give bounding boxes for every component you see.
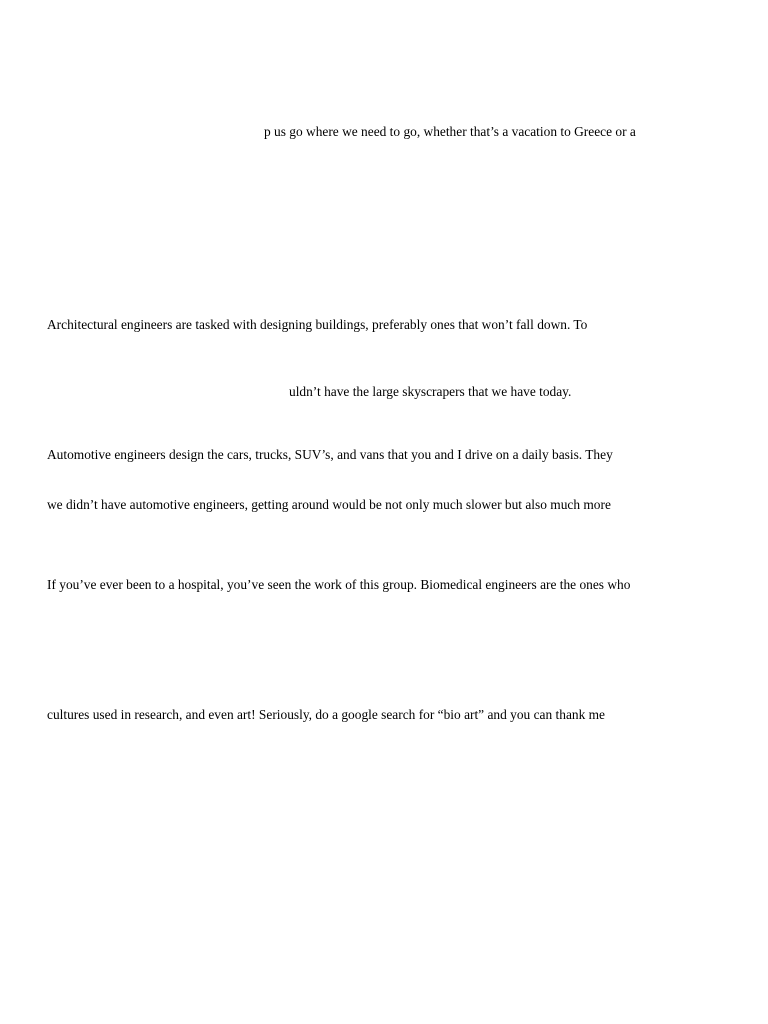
text-line-automotive-engineers: Automotive engineers design the cars, trucks, SUV’s, and vans that you and I drive on a daily basis. They	[47, 447, 613, 462]
text-line-bio-art: cultures used in research, and even art! Seriously, do a google search for “bio art” and you can thank me	[47, 707, 605, 722]
text-line-automotive-continued: we didn’t have automotive engineers, getting around would be not only much slower but also much more	[47, 497, 611, 512]
text-line-transportation-fragment: p us go where we need to go, whether that’s a vacation to Greece or a	[264, 124, 636, 139]
text-line-architectural-engineers: Architectural engineers are tasked with designing buildings, preferably ones that won’t fall down. To	[47, 317, 588, 332]
text-line-biomedical-engineers: If you’ve ever been to a hospital, you’ve seen the work of this group. Biomedical engineers are the ones who	[47, 577, 631, 592]
text-line-skyscrapers-fragment: uldn’t have the large skyscrapers that we have today.	[289, 384, 572, 399]
